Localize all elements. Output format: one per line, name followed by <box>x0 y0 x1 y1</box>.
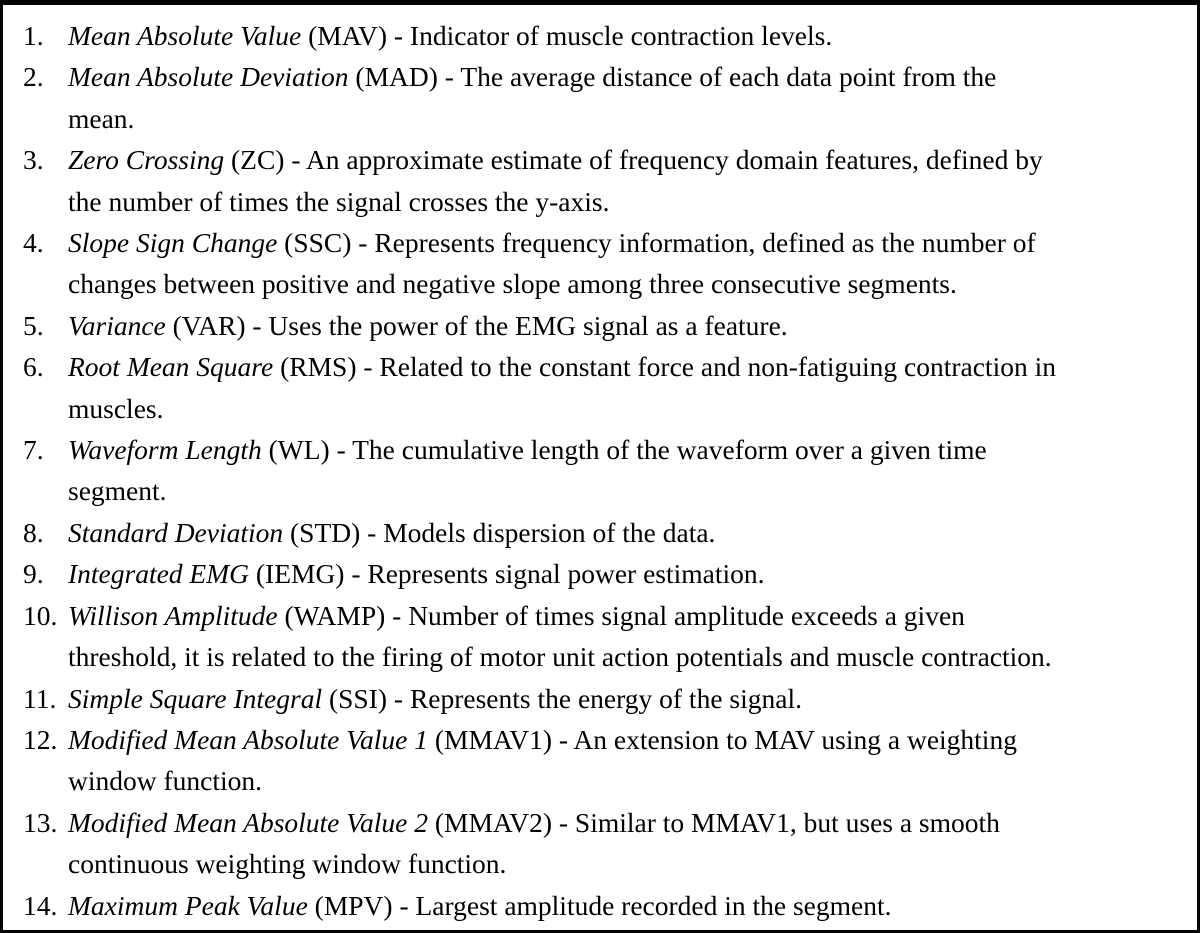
item-number: 9. <box>23 558 44 590</box>
list-item <box>3 139 1200 222</box>
item-term: Modified Mean Absolute Value 1 <box>68 723 428 755</box>
item-description: (IEMG) - Represents signal power estimation. <box>249 558 765 590</box>
item-description: (MMAV2) - Similar to MMAV1, but uses a smooth <box>427 806 1000 838</box>
item-description-continued: continuous weighting window function. <box>68 848 507 880</box>
list-item <box>3 56 1200 139</box>
item-term: Mean Absolute Value <box>68 20 302 51</box>
item-description-continued: threshold, it is related to the firing of motor unit action potentials and muscle contraction. <box>68 641 1052 673</box>
list-item <box>3 678 1200 719</box>
list-item <box>3 429 1200 512</box>
item-number: 1. <box>23 20 44 51</box>
item-description-continued: the number of times the signal crosses the y-axis. <box>68 185 610 217</box>
item-term: Modified Mean Absolute Value 2 <box>68 806 428 838</box>
list-item <box>3 305 1200 346</box>
item-description: (MPV) - Largest amplitude recorded in the segment. <box>307 889 892 921</box>
item-term: Integrated EMG <box>68 558 249 590</box>
item-description: (MAV) - Indicator of muscle contraction levels. <box>301 20 833 51</box>
item-description: (SSC) - Represents frequency information, defined as the number of <box>277 227 1036 259</box>
item-number: 4. <box>23 227 44 259</box>
item-description-continued: segment. <box>68 475 167 507</box>
item-description: (MAD) - The average distance of each data point from the <box>348 61 997 93</box>
item-term: Variance <box>68 309 166 341</box>
item-number: 13. <box>23 806 58 838</box>
item-number: 12. <box>23 723 58 755</box>
item-description: (ZC) - An approximate estimate of frequency domain features, defined by <box>224 144 1043 176</box>
item-term: Slope Sign Change <box>68 227 278 259</box>
feature-list <box>3 15 1200 926</box>
item-number: 5. <box>23 309 44 341</box>
item-term: Waveform Length <box>68 434 262 466</box>
item-description-continued: muscles. <box>68 392 164 424</box>
list-item <box>3 346 1200 429</box>
item-description-continued: mean. <box>68 102 135 134</box>
item-number: 3. <box>23 144 44 176</box>
item-description: (VAR) - Uses the power of the EMG signal as a feature. <box>165 309 788 341</box>
item-description: (MMAV1) - An extension to MAV using a weighting <box>427 723 1017 755</box>
item-description-continued: window function. <box>68 765 263 797</box>
item-description: (STD) - Models dispersion of the data. <box>283 516 716 548</box>
item-number: 7. <box>23 434 44 466</box>
item-number: 11. <box>23 682 57 714</box>
list-item <box>3 595 1200 678</box>
item-term: Maximum Peak Value <box>68 889 308 921</box>
item-number: 6. <box>23 351 44 383</box>
item-term: Zero Crossing <box>68 144 225 176</box>
item-description: (WAMP) - Number of times signal amplitude exceeds a given <box>277 599 965 631</box>
item-term: Simple Square Integral <box>68 682 323 714</box>
list-item <box>3 553 1200 594</box>
item-term: Root Mean Square <box>68 351 274 383</box>
item-number: 8. <box>23 516 44 548</box>
list-item <box>3 802 1200 885</box>
list-item <box>3 719 1200 802</box>
item-number: 2. <box>23 61 44 93</box>
item-description: (SSI) - Represents the energy of the signal. <box>322 682 802 714</box>
list-item <box>3 512 1200 553</box>
item-number: 14. <box>23 889 58 921</box>
item-term: Mean Absolute Deviation <box>68 61 349 93</box>
list-item <box>3 222 1200 305</box>
item-description: (WL) - The cumulative length of the waveform over a given time <box>261 434 987 466</box>
list-item <box>3 15 1200 56</box>
item-description: (RMS) - Related to the constant force and non-fatiguing contraction in <box>273 351 1056 383</box>
item-term: Willison Amplitude <box>68 599 278 631</box>
item-term: Standard Deviation <box>68 516 284 548</box>
item-description-continued: changes between positive and negative slope among three consecutive segments. <box>68 268 957 300</box>
list-item <box>3 885 1200 926</box>
item-number: 10. <box>23 599 58 631</box>
